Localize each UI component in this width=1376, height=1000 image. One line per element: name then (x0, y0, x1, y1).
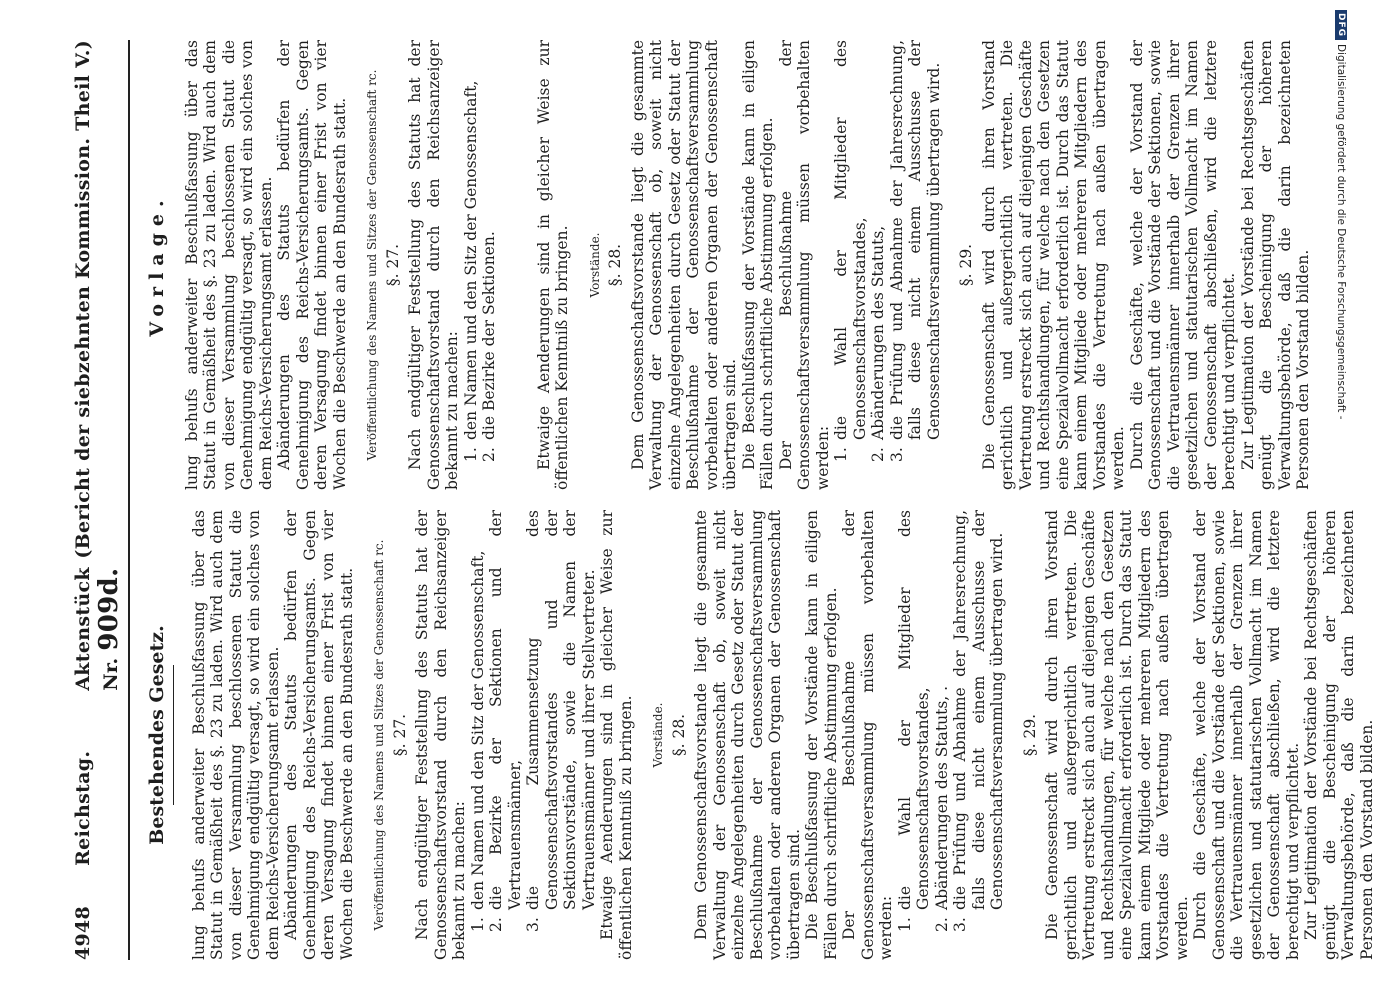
paragraph: lung behufs anderweiter Beschlußfassung über das Statut in Gemäßheit des §. 23 zu laden. Wird auch dem von dieser Versammlung beschlossenen Statut die Genehmigung endgültig versagt, so wird ein solches von dem Reichs-Versicherungsamt erlassen. (182, 40, 275, 490)
paragraph: Dem Genossenschaftsvorstande liegt die gesammte Verwaltung der Genossenschaft ob, soweit nicht einzelne Angelegenheiten durch Gesetz oder Statut der Beschlußnahme der Genossenschaftsversammlung vorbehalten oder anderen Organen der Genossenschaft übertragen sind. (692, 510, 803, 960)
paragraph: Die Genossenschaft wird durch ihren Vorstand gerichtlich und außergerichtlich vertreten. Die Vertretung erstreckt sich auch auf diejenigen Geschäfte und Rechtshandlungen, für welche nach den Gesetzen eine Spezialvollmacht erforderlich ist. Durch das Statut kann einem Mitgliede oder mehreren Mitgliedern des Vorstandes die Vertretung nach außen übertragen werden. (1043, 510, 1191, 960)
paragraph: Etwaige Aenderungen sind in gleicher Weise zur öffentlichen Kenntniß zu bringen. (534, 40, 571, 490)
left-heading-text: Bestehendes Gesetz. (146, 625, 168, 845)
paragraph: Der Beschlußnahme der Genossenschaftsversammlung müssen vorbehalten werden: (840, 510, 895, 960)
list-number: 3. (951, 917, 969, 932)
page-header (72, 40, 130, 960)
paragraph: Nach endgültiger Feststellung des Statuts hat der Genossenschaftsvorstand durch den Reichsanzeiger bekannt zu machen: (406, 40, 461, 490)
header-center-pre: Aktenstück Nr. (72, 567, 122, 691)
section-subtitle: Vorstände. (651, 702, 665, 768)
list-item (487, 510, 524, 932)
list-number: 3. (524, 917, 542, 932)
list-text: den Namen und den Sitz der Genossenschaft, (461, 80, 480, 440)
list-number: 1. (895, 917, 914, 932)
list-item (896, 510, 933, 932)
paragraph: Abänderungen des Statuts bedürfen der Genehmigung des Reichs-Versicherungsamts. Gegen deren Versagung findet binnen einer Frist von vier Wochen die Beschwerde an den Bundesrath statt. (275, 40, 349, 490)
header-center-number: 909d. (94, 567, 124, 651)
section-subtitle: Veröffentlichung des Namens und Sitzes der Genossenschaft rc. (365, 69, 379, 461)
paragraph: Abänderungen des Statuts bedürfen der Genehmigung des Reichs-Versicherungsamts. Gegen deren Versagung findet binnen einer Frist von vier Wochen die Beschwerde an den Bundesrath statt. (282, 510, 356, 960)
list-number: 1. (832, 447, 850, 462)
paragraph: Zur Legitimation der Vorstände bei Rechtsgeschäften genügt die Bescheinigung der höheren Verwaltungsbehörde, daß die darin bezeichneten Personen den Vorstand bilden. (1302, 510, 1376, 960)
paragraph: Dem Genossenschaftsvorstande liegt die gesammte Verwaltung der Genossenschaft ob, soweit nicht einzelne Angelegenheiten durch Gesetz oder Statut der Beschlußnahme der Genossenschaftsversammlung vorbehalten oder anderen Organen der Genossenschaft übertragen sind. (628, 40, 739, 490)
digitization-credit (1335, 10, 1347, 420)
section-number: §. 27. (390, 713, 409, 757)
section-subtitle: Veröffentlichung des Namens und Sitzes der Genossenschaft rc. (372, 539, 386, 931)
section-number: §. 29. (1020, 713, 1039, 757)
left-column (144, 510, 1376, 960)
list-text: die Bezirke der Sektionen und der Vertrauensmänner, (487, 510, 524, 910)
paragraph: Durch die Geschäfte, welche der Vorstand der Genossenschaft und die Vorstände der Sektionen, sowie die Vertrauensmänner innerhalb der Grenzen ihrer gesetzlichen und statutarischen Vollmacht im Namen der Genossenschaft abschließen, wird die letztere berechtigt und verpflichtet. (1191, 510, 1302, 960)
right-column (144, 40, 1376, 490)
paragraph: Durch die Geschäfte, welche der Vorstand der Genossenschaft und die Vorstände der Sektionen, sowie die Vertrauensmänner innerhalb der Grenzen ihrer gesetzlichen und statutarischen Vollmacht im Namen der Genossenschaft abschließen, wird die letztere berechtigt und verpflichtet. (1127, 40, 1238, 490)
paragraph: Die Beschlußfassung der Vorstände kann in eiligen Fällen durch schriftliche Abstimmung erfolgen. (739, 40, 776, 490)
list-item (524, 510, 598, 932)
section-number: §. 28. (669, 713, 688, 757)
columns (144, 40, 1376, 960)
paragraph: Etwaige Aenderungen sind in gleicher Weise zur öffentlichen Kenntniß zu bringen. (598, 510, 635, 960)
list-item (832, 40, 869, 462)
list-text: die Bezirke der Sektionen. (480, 231, 498, 440)
section-subtitle: Vorstände. (587, 232, 602, 298)
section-number: §. 28. (606, 243, 624, 287)
paragraph: Zur Legitimation der Vorstände bei Rechtsgeschäften genügt die Bescheinigung der höheren Verwaltungsbehörde, daß die darin bezeichneten Personen den Vorstand bilden. (1238, 40, 1312, 490)
paragraph: Die Beschlußfassung der Vorstände kann in eiligen Fällen durch schriftliche Abstimmung erfolgen. (803, 510, 840, 960)
header-center (72, 559, 124, 691)
dfg-logo: DFG (1335, 10, 1347, 40)
list-text: die Prüfung und Abnahme der Jahresrechnung, falls diese nicht einem Ausschusse der Genossenschaftsversammlung übertragen wird. (887, 40, 943, 440)
header-right: (Bericht der siebzehnten Kommission. Theil V.) (72, 40, 94, 559)
right-heading-text: Vorlage. (146, 193, 168, 337)
credit-text: Digitalisierung gefördert durch die Deutsche Forschungsgemeinschaft - (1335, 44, 1347, 420)
paragraph: Der Beschlußnahme der Genossenschaftsversammlung müssen vorbehalten werden: (776, 40, 832, 490)
list-item (480, 40, 499, 462)
heading-rule (173, 665, 174, 805)
list-item (933, 510, 952, 932)
section-number: §. 27. (383, 243, 402, 287)
header-left: Reichstag. (72, 750, 94, 866)
list-number: 2. (932, 917, 951, 932)
list-item (469, 510, 488, 932)
list-item (462, 40, 481, 462)
list-text: Abänderungen des Statuts, (869, 225, 887, 440)
left-column-heading (148, 510, 174, 960)
paragraph: Die Genossenschaft wird durch ihren Vorstand gerichtlich und außergerichtlich vertreten. Die Vertretung erstreckt sich auch auf diejenigen Geschäfte und Rechtshandlungen, für welche nach den Gesetzen eine Spezialvollmacht erforderlich ist. Durch das Statut kann einem Mitgliede oder mehreren Mitgliedern des Vorstandes die Vertretung nach außen übertragen werden. (979, 40, 1127, 490)
section-number: §. 29. (957, 243, 975, 287)
list-number: 2. (487, 917, 505, 932)
list-text: die Wahl der Mitglieder des Genossenschaftsvorstandes, (832, 40, 869, 440)
list-text: Abänderungen des Statuts, . (932, 685, 951, 910)
list-item (888, 40, 944, 462)
list-text: die Wahl der Mitglieder des Genossenschaftsvorstandes, (895, 510, 932, 910)
list-text: die Prüfung und Abnahme der Jahresrechnung, falls diese nicht einem Ausschusse der Genossenschaftsversammlung übertragen wird. (951, 510, 1006, 910)
page-number: 4948 (72, 905, 94, 960)
list-number: 2. (869, 447, 887, 462)
right-column-heading (148, 40, 167, 490)
paragraph: Nach endgültiger Feststellung des Statuts hat der Genossenschaftsvorstand durch den Reichsanzeiger bekannt zu machen: (413, 510, 468, 960)
list-number: 2. (480, 447, 498, 462)
list-text: die Zusammensetzung des Genossenschaftsvorstandes und der Sektionsvorstände, sowie die Namen der Vertrauensmänner und ihrer Stellvertreter. (524, 510, 598, 910)
list-text: den Namen und den Sitz der Genossenschaft, (468, 550, 487, 910)
list-item (951, 510, 1007, 932)
list-item (869, 40, 888, 462)
list-number: 3. (887, 447, 906, 462)
list-number: 1. (468, 917, 487, 932)
list-number: 1. (461, 447, 480, 462)
paragraph: lung behufs anderweiter Beschlußfassung über das Statut in Gemäßheit des §. 23 zu laden. Wird auch dem von dieser Versammlung beschlossenen Statut die Genehmigung endgültig versagt, so wird ein solches von dem Reichs-Versicherungsamt erlassen. (189, 510, 282, 960)
